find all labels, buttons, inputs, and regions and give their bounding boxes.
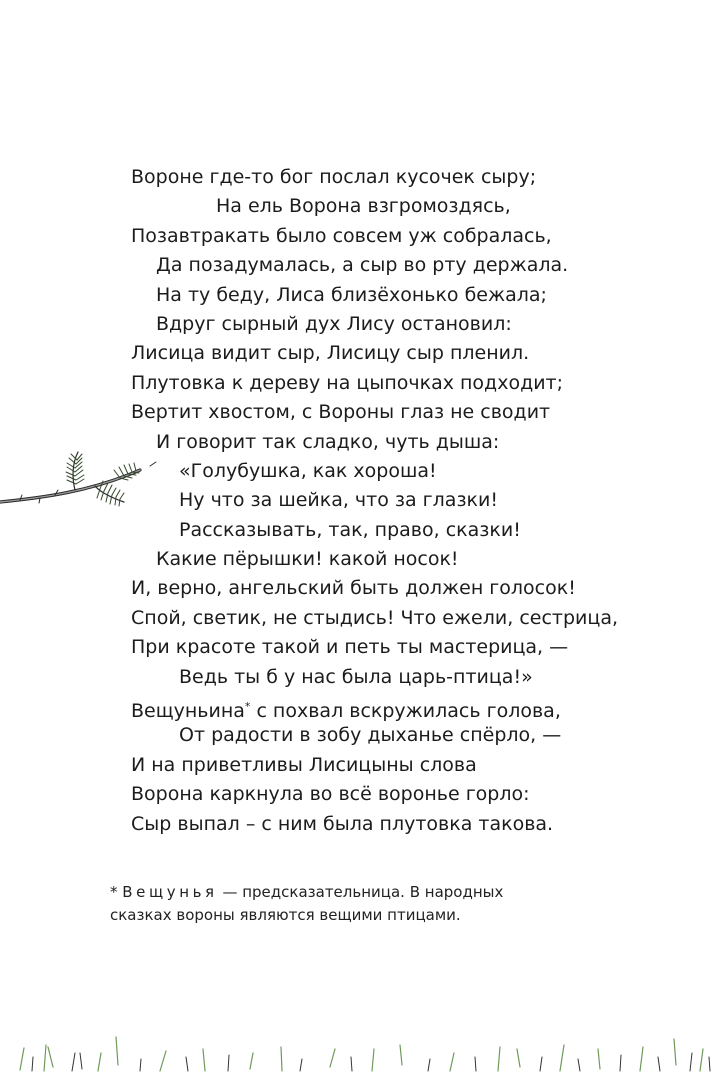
grass-illustration: [0, 975, 720, 1073]
poem-line: «Голубушка, как хороша!: [179, 459, 437, 482]
footnote-term: Вещунья: [122, 883, 218, 901]
poem-line: Рассказывать, так, право, сказки!: [179, 518, 521, 541]
footnote-line-1: [110, 881, 503, 904]
footnote-mark: *: [244, 700, 251, 714]
poem-line: Плутовка к дереву на цыпочках подходит;: [131, 371, 564, 394]
poem-line: И говорит так сладко, чуть дыша:: [156, 430, 500, 453]
poem: [131, 163, 618, 839]
footnote: [110, 881, 503, 927]
poem-line: Вдруг сырный дух Лису остановил:: [156, 312, 512, 335]
poem-line: При красоте такой и петь ты мастерица, —: [131, 636, 569, 659]
poem-line-with-footnote-mark: [131, 692, 618, 721]
poem-line: И на приветливы Лисицыны слова: [131, 753, 477, 776]
poem-line-end: с похвал вскружилась голова,: [250, 700, 561, 723]
footnote-marker: *: [110, 883, 118, 901]
poem-line: Да позадумалась, а сыр во рту держала.: [156, 254, 569, 277]
poem-line: Спой, светик, не стыдись! Что ежели, сестрица,: [131, 606, 618, 629]
poem-line-start: Вещуньина: [131, 700, 245, 723]
poem-line: От радости в зобу дыханье спёрло, —: [179, 724, 562, 747]
poem-line: Вороне где-то бог послал кусочек сыру;: [131, 166, 537, 188]
poem-line: Сыр выпал – с ним была плутовка такова.: [131, 812, 554, 835]
poem-line: На ту беду, Лиса близёхонько бежала;: [156, 283, 547, 306]
footnote-line-2: сказках вороны являются вещими птицами.: [110, 906, 461, 924]
poem-line: Ворона каркнула во всё воронье горло:: [131, 783, 530, 806]
poem-line: Ну что за шейка, что за глазки!: [179, 489, 498, 512]
poem-line: Какие пёрышки! какой носок!: [156, 548, 459, 571]
poem-line: На ель Ворона взгромоздясь,: [216, 195, 511, 218]
poem-line: И, верно, ангельский быть должен голосок!: [131, 577, 576, 600]
poem-line: Ведь ты б у нас была царь-птица!»: [179, 665, 533, 688]
poem-line: Вертит хвостом, с Вороны глаз не сводит: [131, 401, 551, 424]
poem-line: Позавтракать было совсем уж собралась,: [131, 224, 552, 247]
footnote-definition: — предсказательница. В народных: [217, 883, 504, 901]
poem-line: Лисица видит сыр, Лисицу сыр пленил.: [131, 342, 530, 365]
